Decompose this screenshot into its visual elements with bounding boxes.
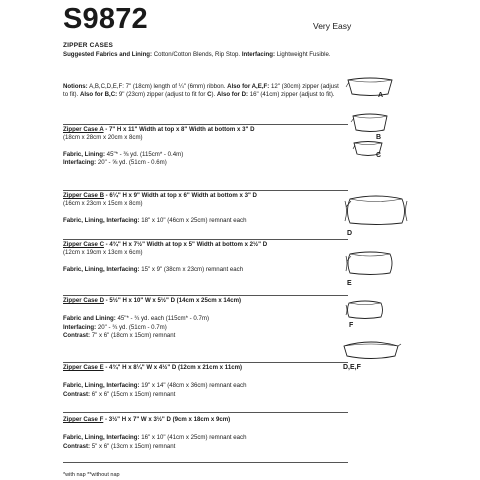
divider: [63, 462, 348, 463]
notions-bc-text-end: ).: [211, 91, 217, 99]
notions-d-text: 16" (41cm) zipper (adjust to fit).: [248, 91, 335, 99]
case-a-illustration: [345, 75, 395, 97]
view-label-def: D,E,F: [343, 364, 361, 371]
case-b-illustration: [350, 111, 390, 133]
notions-d-label: Also for D:: [216, 91, 249, 99]
notions-aef-text: 12" (30cm) zipper (adjust to fit).: [63, 83, 339, 99]
case-d-contrast-label: Contrast:: [63, 331, 91, 339]
case-c-fabric-text: 15" x 9" (38cm x 23cm) remnant each: [139, 265, 244, 273]
fabrics-text: Cotton/Cotton Blends, Rip Stop.: [152, 51, 242, 58]
divider: [63, 124, 348, 125]
case-e-fabric-text: 19" x 14" (48cm x 36cm) remnant each: [139, 382, 247, 390]
case-f-fabric-text: 16" x 10" (41cm x 25cm) remnant each: [139, 434, 247, 442]
case-d-contrast-text: 7" x 6" (18cm x 15cm) remnant: [90, 331, 176, 339]
case-d-fabric-label: Fabric and Lining:: [63, 315, 116, 323]
case-e-section: [63, 364, 345, 399]
interfacing-label: Interfacing:: [241, 51, 275, 58]
flat-view-illustration: [340, 336, 402, 362]
notions-bc-label: Also for B,C:: [79, 91, 118, 99]
view-label-a: A: [378, 92, 384, 99]
case-d-interfacing-text: 20" - ¾ yd. (51cm - 0.7m): [96, 323, 167, 331]
notions-aef-label: Also for A,E,F:: [227, 83, 270, 90]
case-b-section: [63, 192, 345, 225]
case-c-metric: (12cm x 19cm x 13cm x 6cm): [63, 249, 143, 257]
notions-c-label: C: [207, 91, 212, 99]
case-a-fabric-label: Fabric, Lining:: [63, 150, 105, 158]
divider: [63, 239, 348, 240]
divider: [63, 190, 348, 191]
case-a-interfacing-label: Interfacing:: [63, 158, 97, 166]
pattern-number: S9872: [63, 3, 148, 35]
case-d-heading: Zipper Case D: [63, 297, 104, 304]
view-label-f: F: [349, 322, 354, 329]
interfacing-text: Lightweight Fusible.: [275, 51, 331, 58]
case-b-heading: Zipper Case B: [63, 192, 104, 199]
case-e-heading: Zipper Case E: [63, 364, 104, 371]
case-f-contrast-text: 5" x 6" (13cm x 15cm) remnant: [90, 442, 176, 450]
view-label-c: C: [376, 152, 382, 159]
fabrics-label: Suggested Fabrics and Lining:: [63, 51, 153, 58]
notions-paragraph: [63, 83, 345, 100]
case-a-interfacing-text: 20" - ⅝ yd. (51cm - 0.6m): [96, 158, 167, 166]
case-f-contrast-label: Contrast:: [63, 442, 91, 450]
case-d-section: [63, 297, 345, 340]
case-a-dims: - 7" H x 11" Width at top x 8" Width at bottom x 3" D: [103, 126, 255, 133]
case-d-interfacing-label: Interfacing:: [63, 323, 97, 331]
case-e-illustration: [344, 248, 396, 276]
case-b-fabric-text: 18" x 10" (46cm x 25cm) remnant each: [139, 216, 247, 224]
case-c-section: [63, 241, 345, 274]
divider: [63, 295, 348, 296]
case-c-fabric-label: Fabric, Lining, Interfacing:: [63, 265, 140, 273]
case-e-contrast-text: 6" x 6" (15cm x 15cm) remnant: [90, 390, 176, 398]
case-c-dims: - 4¾" H x 7½" Width at top x 5" Width at bottom x 2½" D: [103, 241, 268, 248]
notions-text: A,B,C,D,E,F: 7" (18cm) length of ¼" (6mm) ribbon.: [87, 83, 228, 90]
page-title: ZIPPER CASES: [63, 42, 114, 49]
case-a-fabric-text: 45"* - ⅜ yd. (115cm* - 0.4m): [104, 150, 184, 158]
footnote: *with nap **without nap: [63, 472, 120, 478]
case-a-heading: Zipper Case A: [63, 126, 104, 133]
case-b-dims: - 6¼" H x 9" Width at top x 6" Width at bottom x 3" D: [103, 192, 257, 199]
case-d-dims: - 5½" H x 10" W x 5½" D (14cm x 25cm x 14cm): [103, 297, 242, 304]
case-e-dims: - 4¾" H x 8¼" W x 4½" D (12cm x 21cm x 11cm): [103, 364, 243, 371]
case-f-heading: Zipper Case F: [63, 416, 104, 423]
case-b-fabric-label: Fabric, Lining, Interfacing:: [63, 216, 140, 224]
case-f-dims: - 3½" H x 7" W x 3½" D (9cm x 18cm x 9cm): [103, 416, 231, 423]
notions-label: Notions:: [63, 83, 88, 90]
case-e-contrast-label: Contrast:: [63, 390, 91, 398]
difficulty-label: Very Easy: [313, 21, 352, 31]
case-f-section: [63, 416, 345, 451]
view-label-b: B: [376, 134, 382, 141]
case-a-metric: (18cm x 28cm x 20cm x 8cm): [63, 134, 143, 142]
case-e-fabric-label: Fabric, Lining, Interfacing:: [63, 382, 140, 390]
case-f-fabric-label: Fabric, Lining, Interfacing:: [63, 434, 140, 442]
case-a-section: [63, 126, 345, 167]
case-d-illustration: [342, 191, 410, 227]
case-f-illustration: [344, 298, 386, 320]
divider: [63, 412, 348, 413]
case-d-fabric-text: 45"* - ¾ yd. each (115cm* - 0.7m): [115, 315, 209, 323]
view-label-d: D: [347, 230, 353, 237]
notions-bc-text: 9" (23cm) zipper (adjust to fit for: [117, 91, 208, 99]
fabrics-paragraph: [63, 51, 345, 59]
divider: [63, 362, 348, 363]
view-label-e: E: [347, 280, 352, 287]
case-b-metric: (16cm x 23cm x 15cm x 8cm): [63, 200, 143, 208]
case-c-heading: Zipper Case C: [63, 241, 104, 248]
